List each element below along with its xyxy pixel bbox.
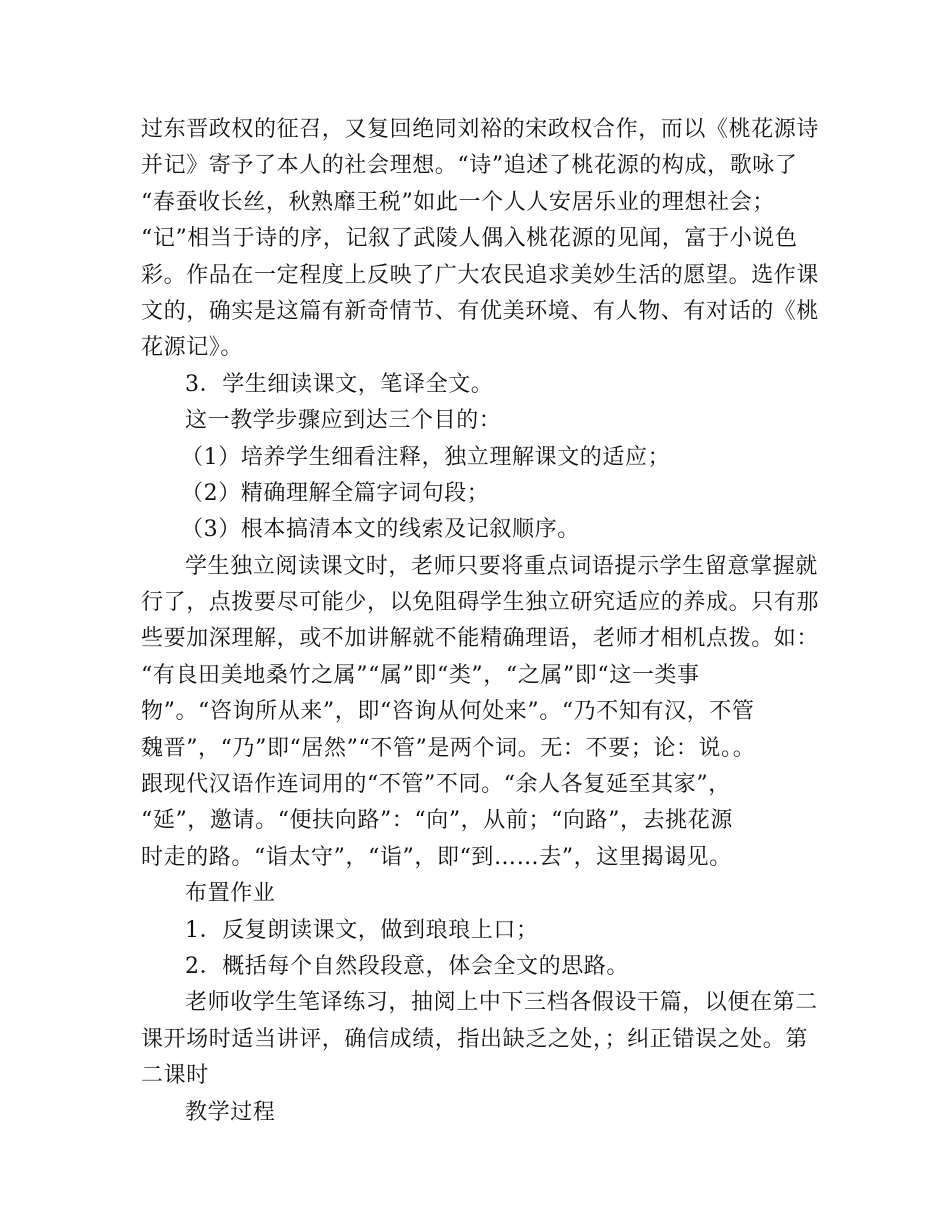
paragraph-step-3 bbox=[141, 367, 821, 403]
heading-homework bbox=[141, 876, 821, 912]
text-line: 行了，点拨要尽可能少，以免阻碍学生独立研究适应的养成。只有那 bbox=[141, 590, 820, 616]
text-line: 时走的路。“诣太守”，“诣”，即“到……去”，这里揭谒见。 bbox=[141, 844, 732, 870]
text-line: 1．反复朗读课文，做到琅琅上口； bbox=[185, 917, 539, 943]
text-line: 这一教学步骤应到达三个目的： bbox=[185, 408, 502, 434]
text-line: 跟现代汉语作连词用的“不管”不同。“余人各复延至其家”， bbox=[141, 772, 731, 798]
text-line: 课开场时适当讲评，确信成绩，指出缺乏之处，；纠正错误之处。第 bbox=[141, 1026, 809, 1052]
document-body bbox=[141, 112, 821, 1131]
text-line: 花源记》。 bbox=[141, 335, 244, 361]
text-line: 老师收学生笔译练习，抽阅上中下三档各假设干篇，以便在第二 bbox=[185, 990, 818, 1016]
text-line: 过东晋政权的征召，又复回绝同刘裕的宋政权合作，而以《桃花源诗 bbox=[141, 117, 820, 142]
list-item-goal-1 bbox=[141, 440, 821, 476]
text-line: 并记》寄予了本人的社会理想。“诗”追述了桃花源的构成，歌咏了 bbox=[141, 153, 798, 179]
paragraph-goals-intro bbox=[141, 403, 821, 439]
text-line: 教学过程 bbox=[185, 1099, 276, 1125]
text-line: “记”相当于诗的序，记叙了武陵人偶入桃花源的见闻，富于小说色 bbox=[141, 226, 798, 252]
list-item-goal-3 bbox=[141, 512, 821, 548]
text-line: （3）根本搞清本文的线索及记叙顺序。 bbox=[181, 517, 580, 543]
text-line: 学生独立阅读课文时，老师只要将重点词语提示学生留意掌握就 bbox=[185, 553, 818, 579]
list-item-homework-1 bbox=[141, 913, 821, 949]
text-line: “延”，邀请。“便扶向路”：“向”，从前；“向路”，去挑花源 bbox=[141, 808, 733, 834]
paragraph-teacher-review bbox=[141, 985, 821, 1094]
text-line: 物”。“咨询所从来”，即“咨询从何处来”。“乃不知有汉，不管 bbox=[141, 699, 755, 725]
text-line: 2．概括每个自然段段意，体会全文的思路。 bbox=[185, 953, 629, 979]
list-item-goal-2 bbox=[141, 476, 821, 512]
text-line: 彩。作品在一定程度上反映了广大农民追求美妙生活的愿望。选作课 bbox=[141, 262, 820, 288]
text-line: （1）培养学生细看注释，独立理解课文的适应； bbox=[181, 444, 671, 470]
text-line: 魏晋”，“乃”即“居然”“不管”是两个词。无：不要；论：说。。 bbox=[141, 735, 756, 761]
text-line: （2）精确理解全篇字词句段； bbox=[181, 480, 490, 506]
text-line: 布置作业 bbox=[185, 881, 276, 907]
list-item-homework-2 bbox=[141, 949, 821, 985]
text-line: “有良田美地桑竹之属”“属”即“类”，“之属”即“这一类事 bbox=[141, 662, 700, 688]
text-line: 文的，确实是这篇有新奇情节、有优美环境、有人物、有对话的《桃 bbox=[141, 298, 820, 324]
heading-teaching-process bbox=[141, 1095, 821, 1131]
paragraph-reading-guidance bbox=[141, 549, 821, 877]
text-line: “春蚕收长丝，秋熟靡王税”如此一个人人安居乐业的理想社会； bbox=[141, 189, 775, 215]
paragraph-intro-continued bbox=[141, 112, 821, 367]
text-line: 些要加深理解，或不加讲解就不能精确理语，老师才相机点拨。如： bbox=[141, 626, 820, 652]
text-line: 二课时 bbox=[141, 1063, 209, 1089]
text-line: 3．学生细读课文，笔译全文。 bbox=[185, 371, 494, 397]
